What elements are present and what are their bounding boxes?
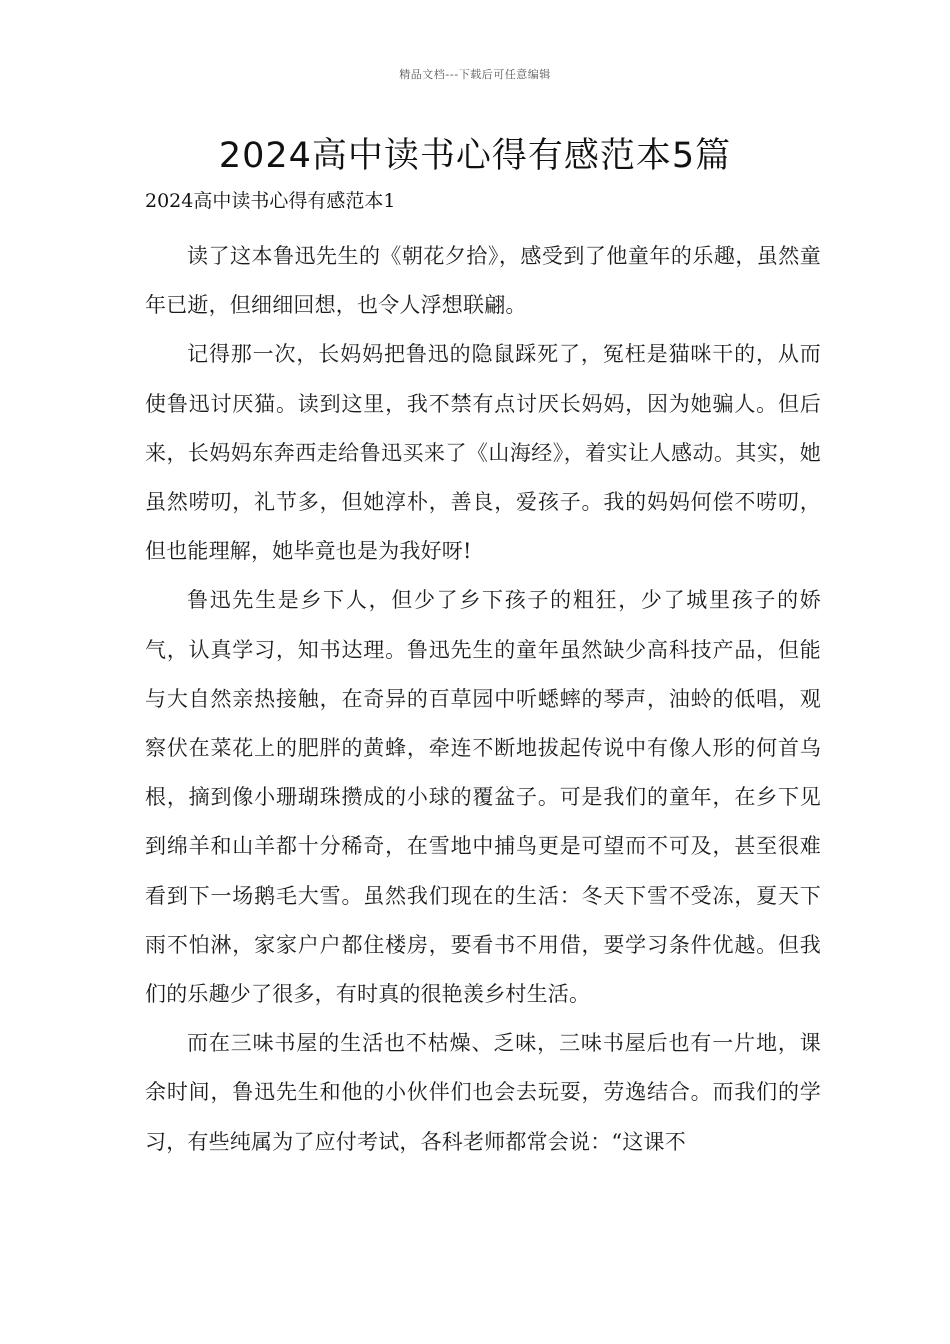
paragraph: 而在三味书屋的生活也不枯燥、乏味，三味书屋后也有一片地，课余时间，鲁迅先生和他的小伙伴们也会去玩耍，劳逸结合。而我们的学习，有些纯属为了应付考试，各科老师都常会说：“这课不 [145, 1031, 821, 1154]
paragraph: 记得那一次，长妈妈把鲁迅的隐鼠踩死了，冤枉是猫咪干的，从而使鲁迅讨厌猫。读到这里，我不禁有点讨厌长妈妈，因为她骗人。但后来，长妈妈东奔西走给鲁迅买来了《山海经》，着实让人感动。其实，她虽然唠叨，礼节多，但她淳朴，善良，爱孩子。我的妈妈何偿不唠叨，但也能理解，她毕竟也是为我好呀! [145, 342, 821, 564]
document-title: 2024高中读书心得有感范本5篇 [218, 136, 732, 176]
paragraph: 读了这本鲁迅先生的《朝花夕拾》，感受到了他童年的乐趣，虽然童年已逝，但细细回想，也令人浮想联翩。 [145, 244, 821, 318]
section-heading: 2024高中读书心得有感范本1 [145, 190, 396, 212]
paragraph: 鲁迅先生是乡下人，但少了乡下孩子的粗狂，少了城里孩子的娇气，认真学习，知书达理。鲁迅先生的童年虽然缺少高科技产品，但能与大自然亲热接触，在奇异的百草园中听蟋蟀的琴声，油蛉的低唱，观察伏在菜花上的肥胖的黄蜂，牵连不断地拔起传说中有像人形的何首乌根，摘到像小珊瑚珠攒成的小球的覆盆子。可是我们的童年，在乡下见到绵羊和山羊都十分稀奇，在雪地中捕鸟更是可望而不可及，甚至很难看到下一场鹅毛大雪。虽然我们现在的生活：冬天下雪不受冻，夏天下雨不怕淋，家家户户都住楼房，要看书不用借，要学习条件优越。但我们的乐趣少了很多，有时真的很艳羡乡村生活。 [145, 588, 821, 1007]
body-text [145, 232, 821, 1167]
header-note: 精品文档---下载后可任意编辑 [399, 68, 551, 81]
